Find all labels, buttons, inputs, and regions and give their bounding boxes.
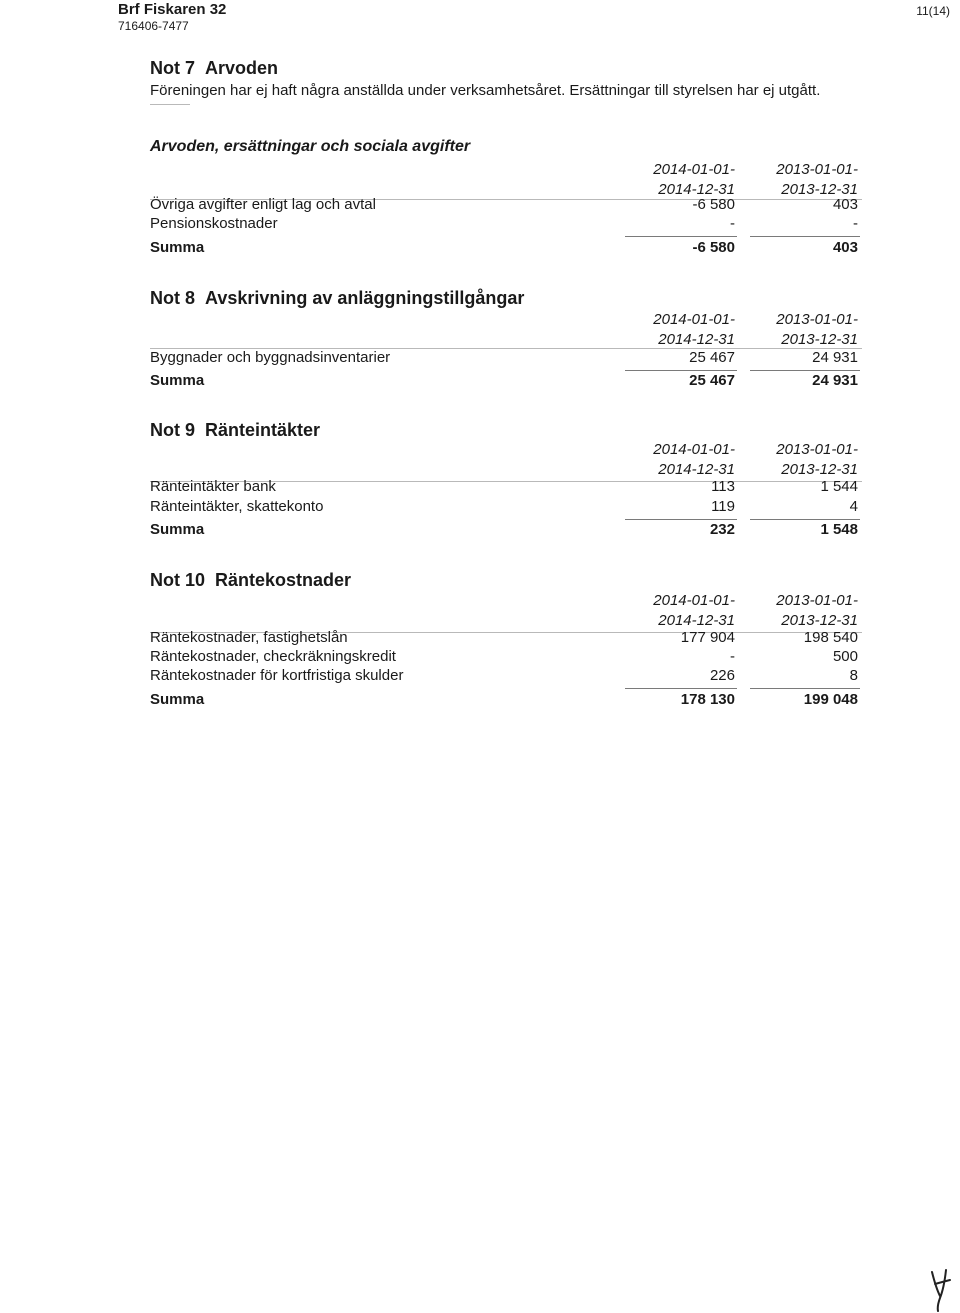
table-row <box>150 648 862 668</box>
row-value-2013: 8 <box>849 667 858 684</box>
period-end: 2014-12-31 <box>658 461 735 478</box>
period-start: 2013-01-01- <box>776 311 858 328</box>
row-value-2013: 500 <box>832 648 858 665</box>
sum-row <box>150 521 862 541</box>
period-start: 2013-01-01- <box>776 592 858 609</box>
sum-underline <box>625 370 737 371</box>
organization-name: Brf Fiskaren 32 <box>118 1 227 18</box>
sum-row <box>150 691 862 711</box>
row-value-2013: - <box>853 215 858 232</box>
period-start: 2013-01-01- <box>776 441 858 458</box>
period-start: 2014-01-01- <box>653 441 735 458</box>
note-heading: Räntekostnader <box>215 570 352 590</box>
table-row <box>150 215 862 235</box>
row-label: Ränteintäkter, skattekonto <box>150 498 324 515</box>
sum-value-2013: 403 <box>832 239 858 256</box>
row-label: Räntekostnader, fastighetslån <box>150 629 348 646</box>
period-end: 2013-12-31 <box>781 181 858 198</box>
row-value-2014: 119 <box>711 498 735 515</box>
row-value-2014: - <box>730 648 735 665</box>
row-value-2014: 177 904 <box>680 629 735 646</box>
table-row <box>150 196 862 216</box>
period-end: 2014-12-31 <box>658 181 735 198</box>
column-header-2013 <box>728 310 858 350</box>
sum-value-2013: 1 548 <box>820 521 858 538</box>
column-header-2013 <box>728 440 858 480</box>
period-end: 2014-12-31 <box>658 612 735 629</box>
sum-value-2014: 25 467 <box>689 372 735 389</box>
column-header-2013 <box>728 160 858 200</box>
table-row <box>150 629 862 649</box>
row-value-2014: 25 467 <box>689 349 735 366</box>
note-7-intro: Föreningen har ej haft några anställda under verksamhetsåret. Ersättningar till styrelsen har ej utgått. <box>150 82 821 99</box>
sum-value-2013: 24 931 <box>812 372 858 389</box>
row-value-2013: 198 540 <box>803 629 858 646</box>
sum-underline <box>750 688 860 689</box>
column-header-2014 <box>605 310 735 350</box>
sum-row <box>150 372 862 392</box>
sum-value-2014: -6 580 <box>692 239 735 256</box>
sum-underline <box>750 519 860 520</box>
signature-icon <box>926 1268 960 1313</box>
row-value-2014: 113 <box>711 478 735 495</box>
sum-underline <box>625 519 737 520</box>
table-row <box>150 478 862 498</box>
sum-underline <box>750 236 860 237</box>
period-end: 2013-12-31 <box>781 331 858 348</box>
note-heading: Avskrivning av anläggningstillgångar <box>205 288 525 308</box>
row-value-2014: 226 <box>709 667 735 684</box>
table-row <box>150 667 862 687</box>
divider <box>150 104 190 105</box>
note-7-subtitle: Arvoden, ersättningar och sociala avgifter <box>150 138 471 155</box>
sum-label: Summa <box>150 372 205 389</box>
row-value-2014: - <box>730 215 735 232</box>
row-label: Byggnader och byggnadsinventarier <box>150 349 391 366</box>
sum-underline <box>625 688 737 689</box>
sum-underline <box>750 370 860 371</box>
row-label: Ränteintäkter bank <box>150 478 276 495</box>
table-row <box>150 349 862 369</box>
row-value-2014: -6 580 <box>692 196 735 213</box>
note-number: Not 10 <box>150 570 206 590</box>
period-end: 2014-12-31 <box>658 331 735 348</box>
note-9-title <box>150 420 320 441</box>
row-value-2013: 24 931 <box>812 349 858 366</box>
note-number: Not 8 <box>150 288 195 308</box>
row-label: Räntekostnader för kortfristiga skulder <box>150 667 404 684</box>
sum-value-2014: 232 <box>709 521 735 538</box>
sum-value-2014: 178 130 <box>680 691 735 708</box>
row-label: Räntekostnader, checkräkningskredit <box>150 648 396 665</box>
row-label: Övriga avgifter enligt lag och avtal <box>150 196 376 213</box>
note-number: Not 7 <box>150 58 195 78</box>
column-header-2013 <box>728 591 858 631</box>
period-start: 2014-01-01- <box>653 161 735 178</box>
note-8-title <box>150 288 524 309</box>
period-start: 2014-01-01- <box>653 311 735 328</box>
note-7-title <box>150 58 278 79</box>
sum-underline <box>625 236 737 237</box>
sum-value-2013: 199 048 <box>803 691 858 708</box>
sum-label: Summa <box>150 239 205 256</box>
note-10-title <box>150 570 351 591</box>
note-number: Not 9 <box>150 420 195 440</box>
row-value-2013: 4 <box>849 498 858 515</box>
row-label: Pensionskostnader <box>150 215 278 232</box>
note-heading: Arvoden <box>205 58 279 78</box>
sum-label: Summa <box>150 691 205 708</box>
period-end: 2013-12-31 <box>781 461 858 478</box>
page-number: 11(14) <box>916 4 950 18</box>
period-start: 2014-01-01- <box>653 592 735 609</box>
note-heading: Ränteintäkter <box>205 420 321 440</box>
period-end: 2013-12-31 <box>781 612 858 629</box>
period-start: 2013-01-01- <box>776 161 858 178</box>
sum-label: Summa <box>150 521 205 538</box>
row-value-2013: 403 <box>832 196 858 213</box>
sum-row <box>150 239 862 259</box>
column-header-2014 <box>605 160 735 200</box>
column-header-2014 <box>605 440 735 480</box>
row-value-2013: 1 544 <box>820 478 858 495</box>
organization-number: 716406-7477 <box>118 19 189 33</box>
table-row <box>150 498 862 518</box>
column-header-2014 <box>605 591 735 631</box>
